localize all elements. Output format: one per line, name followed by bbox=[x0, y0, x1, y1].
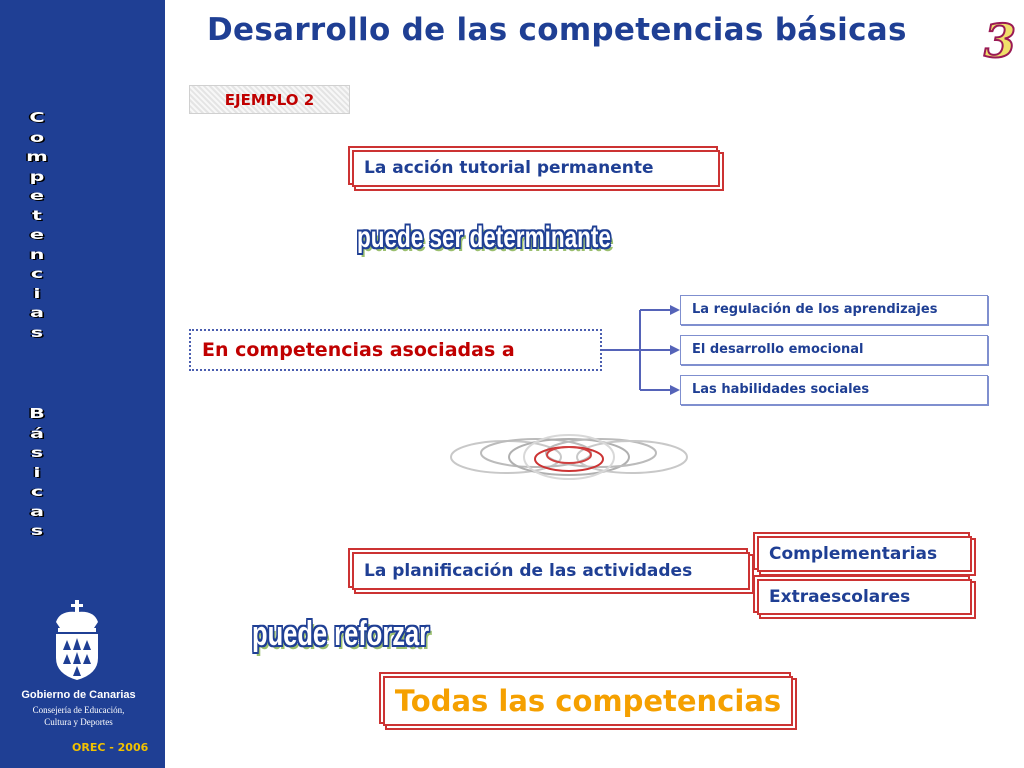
activities-planning-box: La planificación de las actividades bbox=[352, 552, 750, 590]
sidebar-letter: s bbox=[30, 446, 44, 461]
sidebar-letter: B bbox=[29, 407, 45, 422]
example-tag: EJEMPLO 2 bbox=[189, 85, 350, 114]
sidebar bbox=[0, 0, 165, 768]
sidebar-letter: n bbox=[29, 247, 45, 263]
reforzar-phrase: puede reforzar bbox=[252, 615, 430, 653]
canarias-coat-of-arms-icon bbox=[48, 600, 106, 680]
sidebar-letter: p bbox=[29, 169, 45, 185]
sidebar-letter: i bbox=[33, 465, 41, 481]
government-department-line2: Cultura y Deportes bbox=[44, 717, 113, 727]
sidebar-letter: c bbox=[30, 485, 44, 500]
sidebar-letter: c bbox=[30, 267, 44, 282]
complementarias-box: Complementarias bbox=[757, 536, 972, 572]
sub-item-emocional: El desarrollo emocional bbox=[680, 335, 988, 365]
sidebar-letter: t bbox=[32, 208, 42, 224]
sidebar-letter: a bbox=[29, 306, 45, 321]
extraescolares-box: Extraescolares bbox=[757, 579, 972, 615]
sidebar-letter: e bbox=[29, 228, 45, 243]
sidebar-letter: i bbox=[33, 286, 41, 302]
determinante-phrase: puede ser determinante bbox=[357, 221, 611, 254]
sidebar-letter: á bbox=[29, 426, 45, 442]
sidebar-letter: m bbox=[26, 150, 48, 165]
sidebar-letter: s bbox=[30, 524, 44, 539]
tutorial-action-box: La acción tutorial permanente bbox=[352, 150, 720, 187]
interlaced-rings-icon bbox=[446, 429, 692, 485]
sub-item-sociales: Las habilidades sociales bbox=[680, 375, 988, 405]
government-department-line1: Consejería de Educación, bbox=[32, 705, 125, 715]
sidebar-letter: o bbox=[29, 130, 45, 146]
sub-item-regulacion: La regulación de los aprendizajes bbox=[680, 295, 988, 325]
sidebar-letter: C bbox=[29, 111, 45, 126]
sidebar-letter: e bbox=[29, 189, 45, 204]
page-title: Desarrollo de las competencias básicas bbox=[207, 12, 907, 48]
associated-competencias-box: En competencias asociadas a bbox=[189, 329, 602, 371]
government-name: Gobierno de Canarias bbox=[21, 689, 136, 701]
all-competencias-box: Todas las competencias bbox=[383, 676, 793, 726]
sidebar-letter: s bbox=[30, 325, 44, 341]
slide-number: 3 bbox=[984, 14, 1017, 68]
footer-credit: OREC - 2006 bbox=[72, 741, 149, 754]
sidebar-letter: a bbox=[29, 504, 45, 520]
